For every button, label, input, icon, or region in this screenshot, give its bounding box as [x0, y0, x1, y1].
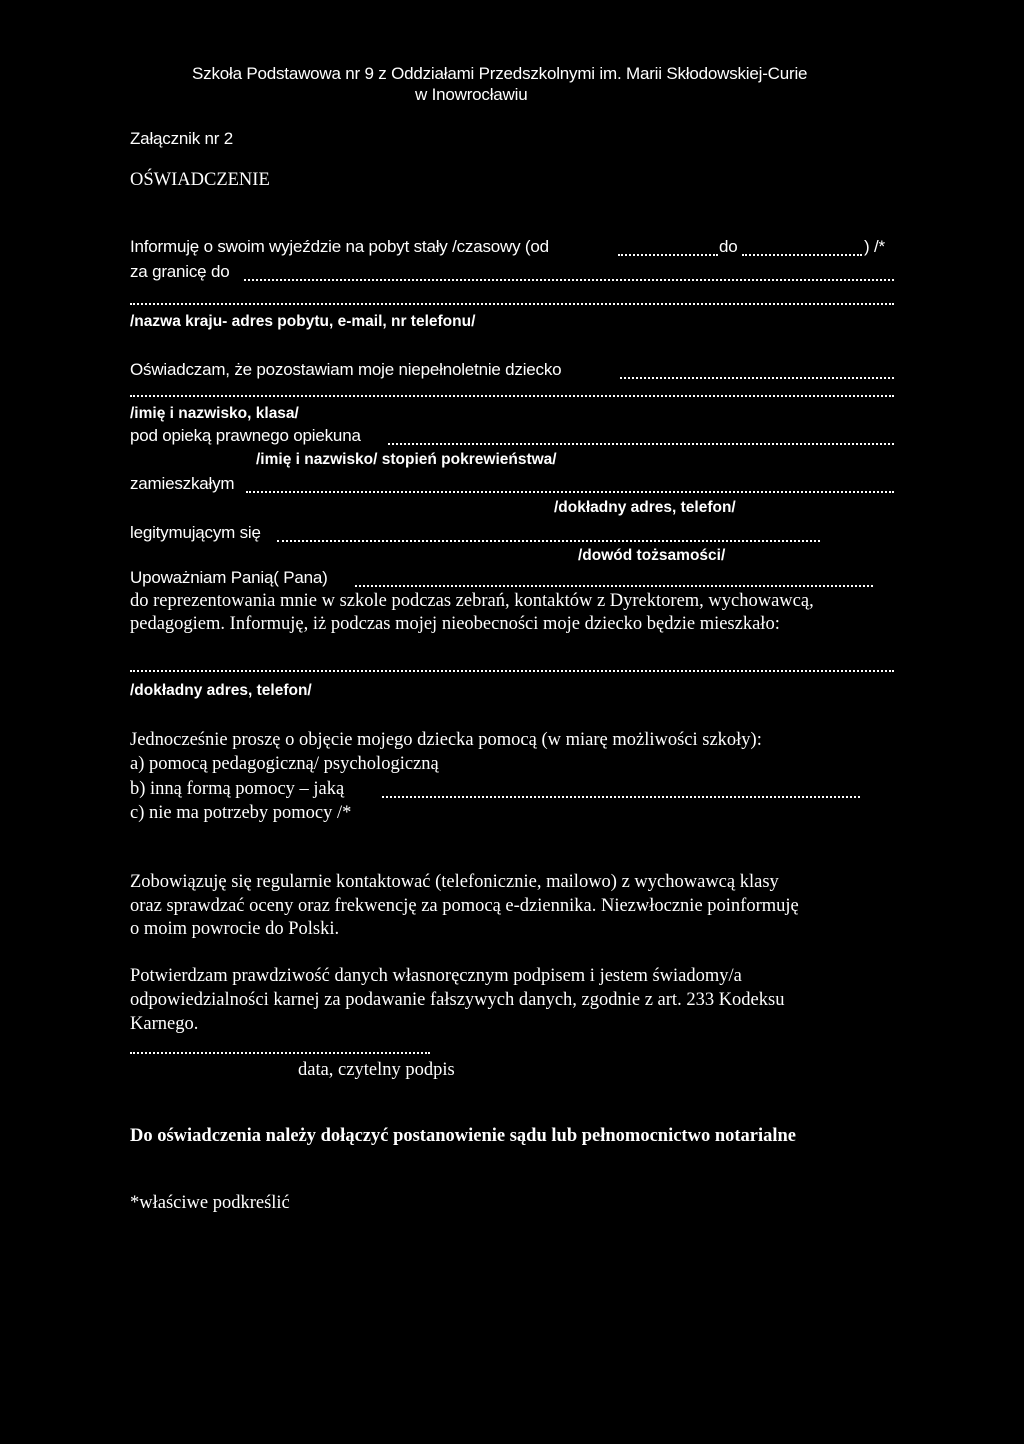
- guardian-line-text: pod opieką prawnego opiekuna: [130, 426, 361, 445]
- country-field[interactable]: [244, 279, 894, 281]
- school-city: w Inowrocławiu: [415, 85, 528, 104]
- travel-line-end: ) /*: [864, 237, 885, 256]
- commitment-line-2: oraz sprawdzać oceny oraz frekwencję za pomocą e-dziennika. Niezwłocznie poinformuję: [130, 896, 799, 916]
- address-caption: /dokładny adres, telefon/: [554, 499, 736, 516]
- travel-line-text: Informuję o swoim wyjeździe na pobyt stały /czasowy (od: [130, 237, 549, 256]
- confirmation-line-2: odpowiedzialności karnej za podawanie fałszywych danych, zgodnie z art. 233 Kodeksu: [130, 990, 785, 1010]
- travel-to-label: do: [719, 237, 738, 256]
- country-field-line2[interactable]: [130, 303, 894, 305]
- guardian-caption: /imię i nazwisko/ stopień pokrewieństwa/: [256, 451, 557, 468]
- id-label: legitymującym się: [130, 523, 261, 542]
- document-title: OŚWIADCZENIE: [130, 170, 270, 190]
- commitment-line-3: o moim powrocie do Polski.: [130, 919, 340, 939]
- residence-field[interactable]: [130, 670, 894, 672]
- signature-field[interactable]: [130, 1052, 430, 1054]
- confirmation-line-1: Potwierdzam prawdziwość danych własnoręcznym podpisem i jestem świadomy/a: [130, 966, 742, 986]
- id-field[interactable]: [277, 540, 820, 542]
- address-field[interactable]: [246, 491, 894, 493]
- confirmation-line-3: Karnego.: [130, 1014, 199, 1034]
- id-caption: /dowód tożsamości/: [578, 547, 726, 564]
- child-field[interactable]: [620, 377, 894, 379]
- authorization-line-text: Upoważniam Panią( Pana): [130, 568, 328, 587]
- footnote: *właściwe podkreślić: [130, 1193, 290, 1213]
- help-option-c: c) nie ma potrzeby pomocy /*: [130, 803, 352, 823]
- child-caption: /imię i nazwisko, klasa/: [130, 405, 299, 422]
- authorization-text-2: pedagogiem. Informuję, iż podczas mojej nieobecności moje dziecko będzie mieszkało:: [130, 614, 780, 634]
- authorization-text-1: do reprezentowania mnie w szkole podczas zebrań, kontaktów z Dyrektorem, wychowawcą,: [130, 591, 814, 611]
- signature-caption: data, czytelny podpis: [298, 1060, 455, 1080]
- residence-caption: /dokładny adres, telefon/: [130, 682, 312, 699]
- address-label: zamieszkałym: [130, 474, 235, 493]
- to-date-field[interactable]: [742, 254, 862, 256]
- abroad-label: za granicę do: [130, 262, 230, 281]
- commitment-line-1: Zobowiązuję się regularnie kontaktować (telefonicznie, mailowo) z wychowawcą klasy: [130, 872, 779, 892]
- school-name: Szkoła Podstawowa nr 9 z Oddziałami Przedszkolnymi im. Marii Skłodowskiej-Curie: [192, 64, 808, 83]
- help-option-b: b) inną formą pomocy – jaką: [130, 779, 345, 799]
- child-line-text: Oświadczam, że pozostawiam moje niepełnoletnie dziecko: [130, 360, 562, 379]
- from-date-field[interactable]: [618, 254, 718, 256]
- help-other-field[interactable]: [382, 796, 860, 798]
- help-option-a: a) pomocą pedagogiczną/ psychologiczną: [130, 754, 439, 774]
- child-field-line2[interactable]: [130, 395, 894, 397]
- guardian-field[interactable]: [388, 443, 894, 445]
- attachment-label: Załącznik nr 2: [130, 129, 234, 148]
- authorized-person-field[interactable]: [355, 585, 873, 587]
- help-intro: Jednocześnie proszę o objęcie mojego dziecka pomocą (w miarę możliwości szkoły):: [130, 730, 762, 750]
- attachment-note: Do oświadczenia należy dołączyć postanowienie sądu lub pełnomocnictwo notarialne: [130, 1126, 797, 1146]
- country-caption: /nazwa kraju- adres pobytu, e-mail, nr telefonu/: [130, 313, 476, 330]
